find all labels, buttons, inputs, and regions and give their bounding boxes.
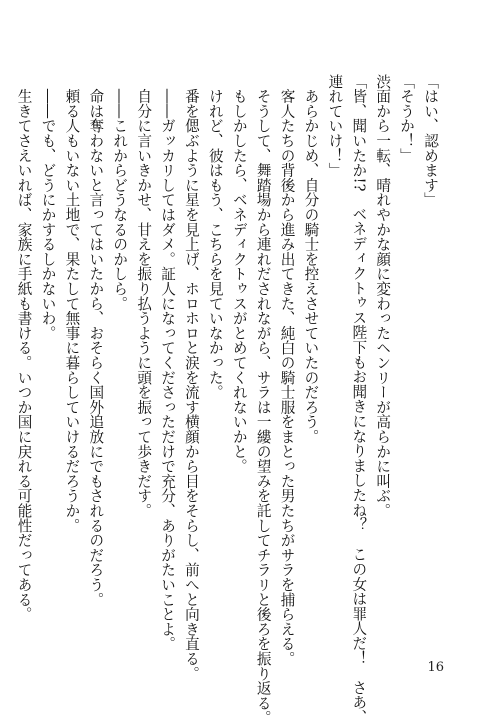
text-line: 生きてさえいれば、家族に手紙も書ける。いつか国に戻れる可能性だってある。 [15,74,33,622]
text-line: 頼る人もいない土地で、果たして無事に暮らしていけるだろうか。 [63,74,81,533]
text-line: あらかじめ、自分の騎士を控えさせていたのだろう。 [302,74,320,444]
text-line: 命は奪わないと言ってはいたから、おそらく国外追放にでもされるのだろう。 [87,74,105,607]
text-line: 渋面から一転、晴れやかな顔に変わったヘンリーが高らかに叫ぶ。 [374,74,392,518]
text-line: 「皆、聞いたか!? ベネディクトゥス陛下もお聞きになりましたね？ この女は罪人だ！ さあ、 [350,74,368,725]
text-line: もしかしたら、ベネディクトゥスがとめてくれないかと。 [230,74,248,474]
text-line: けれど、彼はもう、こちらを見ていなかった。 [206,74,224,400]
text-line: 自分に言いきかせ、甘えを振り払うように頭を振って歩きだす。 [135,74,153,518]
text-line: ――これからどうなるのかしら。 [111,74,129,311]
text-line: そうして、舞踏場から連れだされながら、サラは一縷の望みを託してチラリと後ろを振り返る。 [254,74,272,725]
text-line: ――ガッカリしてはダメ。証人になってくださっただけで充分、ありがたいことよ。 [159,74,177,652]
text-line: 番を偲ぶように星を見上げ、ホロホロと涙を流す横顔から目をそらし、前へと向き直る。 [182,74,200,681]
text-line: ――でも、どうにかするしかないわ。 [39,74,57,341]
text-line: 連れていけ！」 [326,74,344,178]
page-number: 16 [427,660,444,675]
text-line: 客人たちの背後から進み出てきた、純白の騎士服をまとった男たちがサラを捕らえる。 [278,74,296,666]
text-line: 「そうか！」 [398,74,416,163]
text-line: 「はい、認めます」 [422,74,439,208]
